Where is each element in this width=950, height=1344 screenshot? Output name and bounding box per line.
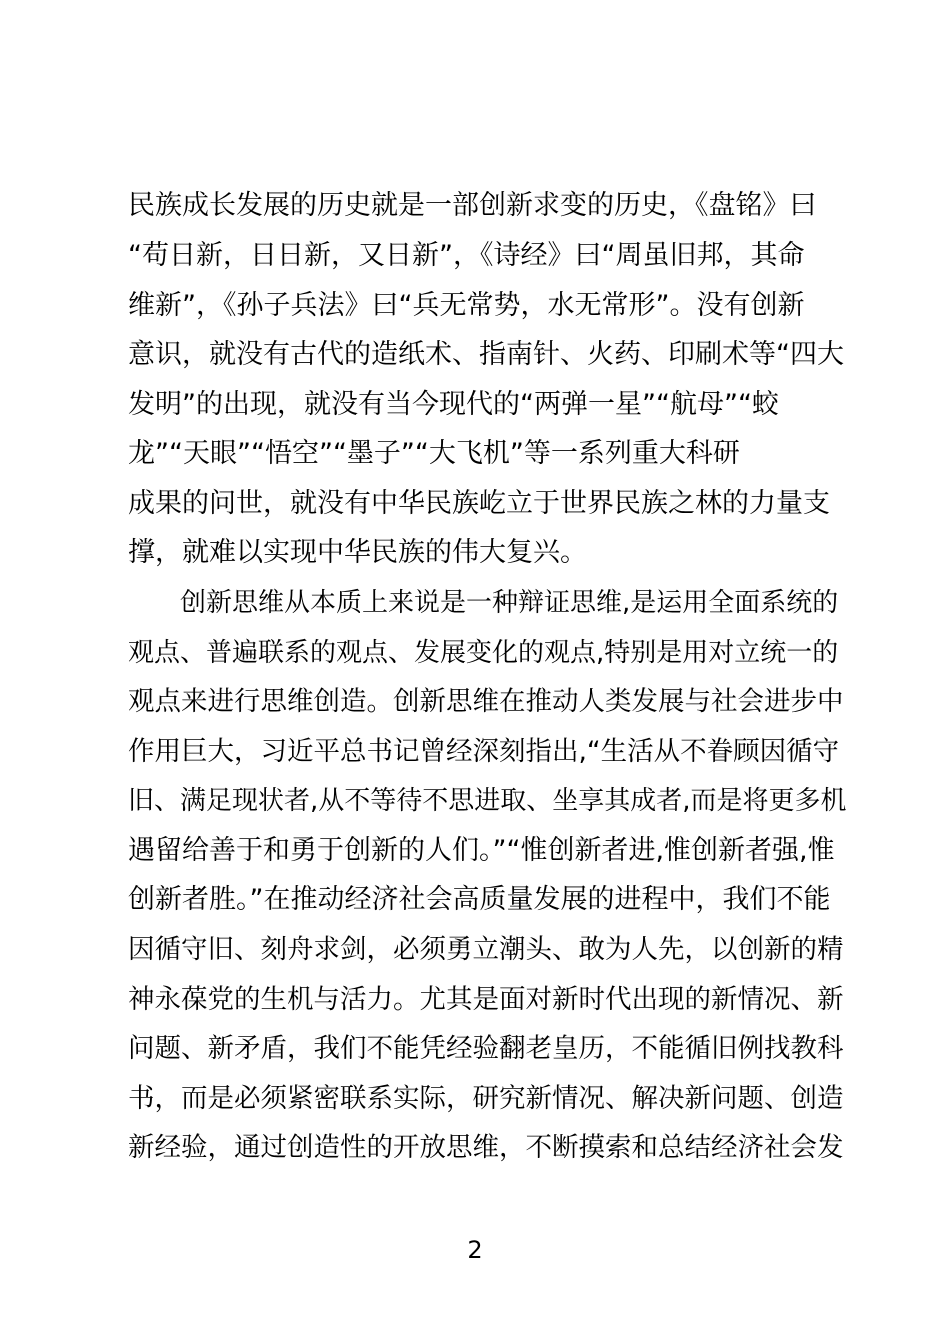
- text-line-13: 旧、满足现状者,从不等待不思进取、坐享其成者,而是将更多机: [128, 786, 847, 816]
- text-line-19: 书，而是必须紧密联系实际，研究新情况、解决新问题、创造: [128, 1083, 844, 1114]
- text-line-6: 龙”“天眼”“悟空”“墨子”“大飞机”等一系列重大科研: [128, 438, 740, 469]
- text-line-7: 成果的问世，就没有中华民族屹立于世界民族之林的力量支: [128, 488, 830, 519]
- text-line-4: 意识，就没有古代的造纸术、指南针、火药、印刷术等“四大: [128, 339, 844, 370]
- text-line-8: 撑，就难以实现中华民族的伟大复兴。: [128, 537, 587, 568]
- text-line-15: 创新者胜。”在推动经济社会高质量发展的进程中，我们不能: [128, 884, 831, 915]
- text-line-16: 因循守旧、刻舟求剑，必须勇立潮头、敢为人先，以创新的精: [128, 934, 844, 965]
- text-line-3: 维新”，《孙子兵法》曰“兵无常势，水无常形”。没有创新: [128, 290, 805, 321]
- text-line-2: “苟日新，日日新，又日新”，《诗经》曰“周虽旧邦，其命: [128, 240, 805, 271]
- text-line-10: 观点、普遍联系的观点、发展变化的观点,特别是用对立统一的: [128, 638, 839, 668]
- text-line-18: 问题、新矛盾，我们不能凭经验翻老皇历，不能循旧例找教科: [128, 1033, 844, 1064]
- page-number: 2: [467, 1236, 483, 1264]
- text-line-14: 遇留给善于和勇于创新的人们。”“惟创新者进,惟创新者强,惟: [128, 835, 835, 866]
- text-line-17: 神永葆党的生机与活力。尤其是面对新时代出现的新情况、新: [128, 984, 844, 1015]
- text-line-5: 发明”的出现，就没有当今现代的“两弹一星”“航母”“蛟: [128, 389, 779, 420]
- text-line-1: 民族成长发展的历史就是一部创新求变的历史，《盘铭》曰: [128, 190, 817, 221]
- text-line-11: 观点来进行思维创造。创新思维在推动人类发展与社会进步中: [128, 686, 844, 717]
- text-line-20: 新经验，通过创造性的开放思维，不断摸索和总结经济社会发: [128, 1132, 844, 1163]
- text-line-9: 创新思维从本质上来说是一种辩证思维,是运用全面系统的: [128, 588, 839, 618]
- text-line-12: 作用巨大，习近平总书记曾经深刻指出,“生活从不眷顾因循守: [128, 736, 840, 767]
